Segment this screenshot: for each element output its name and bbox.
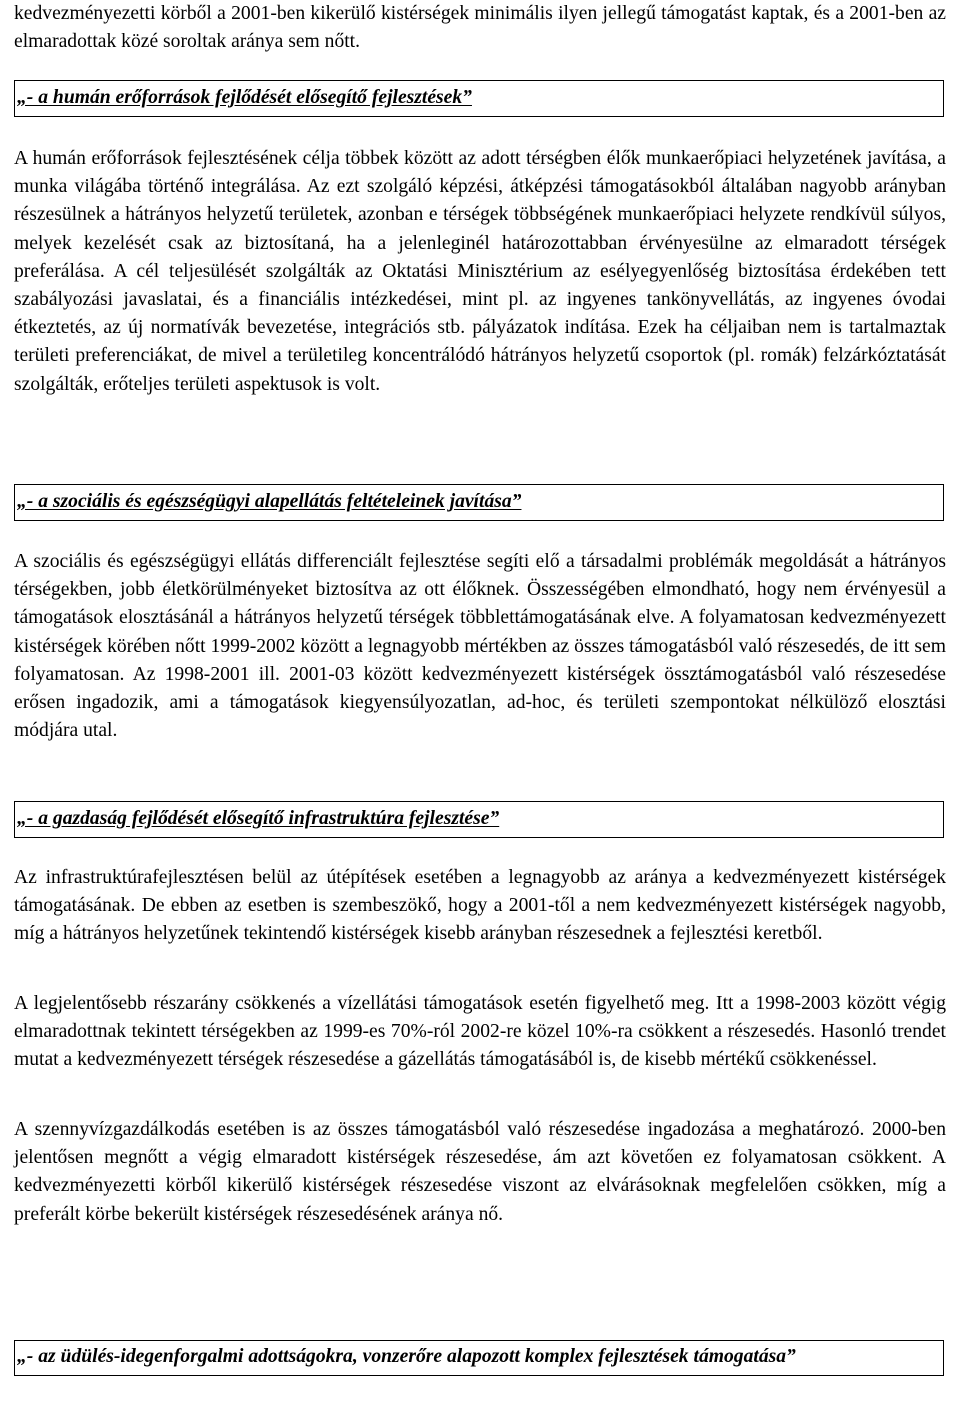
section-heading-infrastructure: [14, 801, 944, 838]
paragraph-social-health: A szociális és egészségügyi ellátás differenciált fejlesztése segíti elő a társadalmi problémák megoldását a hátrányos térségekben, jobb életkörülményeket biztosítva az ott élőknek. Összességében elmondható, hogy nem érvényesül a támogatások elosztásánál a hátrányos helyzetű térségek többlettámogatásának elve. A folyamatosan kedvezményezett kistérségek körében nőtt 1999-2002 között a legnagyobb mértékben az összes támogatásból való részesedés, de itt sem folyamatosan. Az 1998-2001 ill. 2001-03 között kedvezményezett kistérségek össztámogatásból való részesedése erősen ingadozik, ami a támogatások kiegyensúlyozatlan, ad-hoc, és területi szempontokat nélkülöző elosztási módjára utal.: [14, 551, 946, 742]
section-heading-social-health: [14, 484, 944, 521]
paragraph-infrastructure-sewage: A szennyvízgazdálkodás esetében is az összes támogatásból való részesedése ingadozása a meghatározó. 2000-ben jelentősen megnőtt a végig elmaradott kistérségek részesedése, ám azt követően ez folyamatosan csökkent. A kedvezményezetti körből kikerülő kistérségek részesedése viszont az elvárásoknak megfelelően csökken, míg a preferált körbe bekerült kistérségek részesedésének aránya nő.: [14, 1119, 946, 1225]
paragraph-human-resources: A humán erőforrások fejlesztésének célja többek között az adott térségben élők munkaerőpiaci helyzetének javítása, a munka világába történő integrálása. Az ezt szolgáló képzési, átképzési támogatásokból általában nagyobb arányban részesülnek a hátrányos helyzetű területek, azonban e térségek többségének munkaerőpiaci helyzete rendkívül súlyos, melyek kezelését csak az biztosítaná, ha a jelenleginél határozottabban érvényesülne az elmaradott térségek preferálása. A cél teljesülését szolgálták az Oktatási Minisztérium az esélyegyenlőség biztosítása érdekében tett szabályozási javaslatai, és a financiális intézkedései, mint pl. az ingyenes tankönyvellátás, az ingyenes óvodai étkeztetés, az új normatívák bevezetése, integrációs stb. pályázatok indítása. Ezek ha céljaiban nem is tartalmaztak területi preferenciákat, de mivel a területileg koncentrálódó hátrányos helyzetű csoportok (pl. romák) felzárkóztatását szolgálták, erőteljes területi aspektusok is volt.: [14, 148, 946, 395]
section-heading-text: „- a humán erőforrások fejlődését elősegítő fejlesztések”: [17, 87, 472, 108]
section-heading-text: „- a szociális és egészségügyi alapellátás feltételeinek javítása”: [17, 491, 522, 512]
intro-paragraph: kedvezményezetti körből a 2001-ben kikerülő kistérségek minimális ilyen jellegű támogatást kaptak, és a 2001-ben az elmaradottak közé soroltak aránya sem nőtt.: [14, 3, 946, 53]
paragraph-infrastructure-roads: Az infrastruktúrafejlesztésen belül az útépítések esetében a legnagyobb az aránya a kedvezményezett kistérségek támogatásának. De ebben az esetben is szembeszökő, hogy a 2001-től a nem kedvezményezett kistérségek nagyobb, míg a hátrányos helyzetűnek tekintendő kistérségek kisebb arányban részesednek a fejlesztési keretből.: [14, 867, 946, 945]
section-heading-text: „- az üdülés-idegenforgalmi adottságokra, vonzerőre alapozott komplex fejlesztések támogatása”: [17, 1346, 796, 1367]
section-heading-human-resources: [14, 80, 944, 117]
paragraph-infrastructure-water: A legjelentősebb részarány csökkenés a vízellátási támogatások esetén figyelhető meg. Itt a 1998-2003 között végig elmaradottnak tekintett térségekben az 1999-es 70%-ról 2002-re közel 10%-ra csökkent a részesedés. Hasonló trendet mutat a kedvezményezett térségek részesedése a gázellátás támogatásából is, de kisebb mértékű csökkenéssel.: [14, 993, 946, 1071]
section-heading-text: „- a gazdaság fejlődését elősegítő infrastruktúra fejlesztése”: [17, 808, 500, 829]
section-heading-tourism: [14, 1340, 944, 1376]
